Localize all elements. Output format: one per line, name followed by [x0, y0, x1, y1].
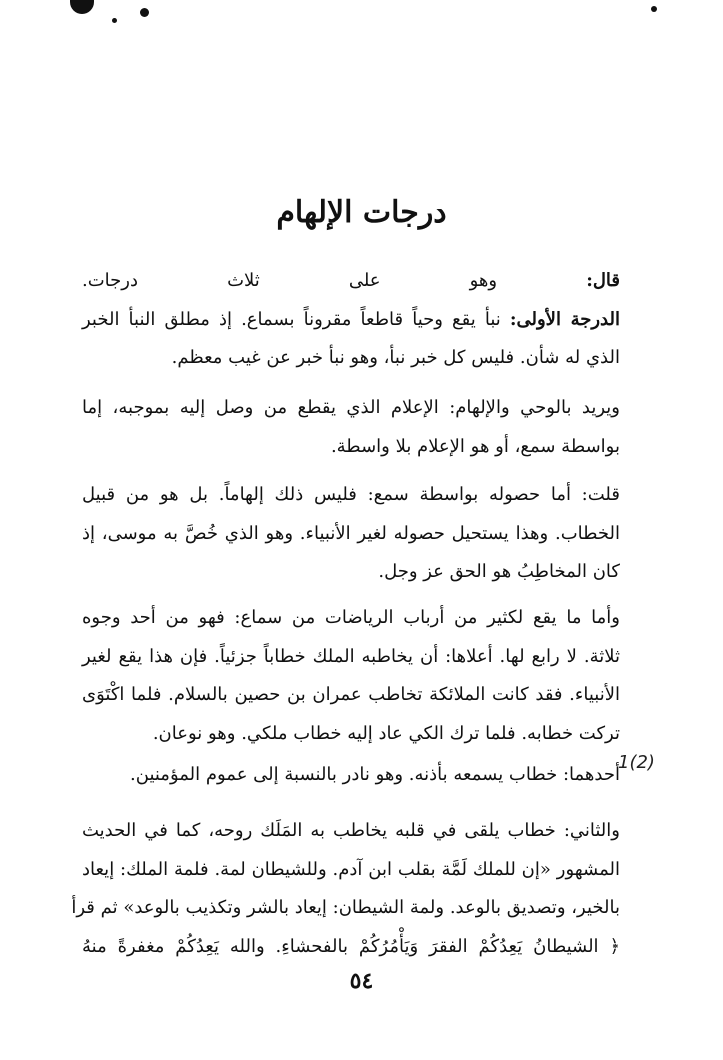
paragraph-intro	[82, 262, 620, 378]
text-line: الخطاب. وهذا يستحيل حصوله لغير الأنبياء. وهو الذي خُصَّ به موسى، إذ	[82, 522, 620, 544]
text-line: قلت: أما حصوله بواسطة سمع: فليس ذلك إلهاماً. بل هو من قبيل	[82, 484, 620, 505]
text-line: ثلاثة. لا رابع لها. أعلاها: أن يخاطبه الملك خطاباً جزئياً. فإن هذا يقع لغير	[82, 645, 620, 667]
ink-speck	[651, 6, 657, 12]
ink-blot	[70, 0, 94, 14]
page-number: ٥٤	[349, 968, 374, 994]
paragraph-three-aspects	[82, 599, 620, 753]
text-line: قال: وهو على ثلاث درجات.	[82, 270, 620, 291]
paragraph-first-type	[82, 756, 620, 795]
page-title: درجات الإلهام	[276, 195, 447, 230]
text-line: كان المخاطِبُ هو الحق عز وجل.	[378, 561, 620, 582]
text-line: الأنبياء. فقد كانت الملائكة تخاطب عمران بن حصين بالسلام. فلما اكْتَوَى	[82, 684, 620, 705]
paragraph-definition	[82, 389, 620, 466]
text-line: ﴿ الشيطانُ يَعِدُكُمْ الفقرَ وَيَأْمُرُكُمْ بالفحشاءِ. والله يَعِدُكُمْ مغفرةً منهُ	[82, 935, 620, 957]
paragraph-commentary	[82, 476, 620, 592]
text-line: تركت خطابه. فلما ترك الكي عاد إليه خطاب ملكي. وهو نوعان.	[152, 722, 620, 744]
handwritten-margin-note: 1(2)	[618, 752, 655, 773]
text-line: والثاني: خطاب يلقى في قلبه يخاطب به المَلَك روحه، كما في الحديث	[82, 820, 620, 841]
text-line: بالخير، وتصديق بالوعد. ولمة الشيطان: إيعاد بالشر وتكذيب بالوعد» ثم قرأ	[71, 897, 620, 918]
text-line: أحدهما: خطاب يسمعه بأذنه. وهو نادر بالنسبة إلى عموم المؤمنين.	[130, 764, 620, 785]
ink-speck	[112, 18, 117, 23]
text-line: الذي له شأن. فليس كل خبر نبأ، وهو نبأ خبر عن غيب معظم.	[171, 347, 620, 368]
text-line: المشهور «إن للملك لَمَّة بقلب ابن آدم. وللشيطان لمة. فلمة الملك: إيعاد	[82, 858, 620, 880]
text-line: وأما ما يقع لكثير من أرباب الرياضات من سماع: فهو من أحد وجوه	[82, 607, 620, 628]
ink-speck	[140, 8, 149, 17]
text-line: بواسطة سمع، أو هو الإعلام بلا واسطة.	[330, 435, 620, 457]
text-line: الدرجة الأولى: نبأ يقع وحياً قاطعاً مقروناً بسماع. إذ مطلق النبأ الخبر	[82, 308, 620, 330]
paragraph-second-type	[71, 812, 620, 966]
text-line: ويريد بالوحي والإلهام: الإعلام الذي يقطع من وصل إليه بموجبه، إما	[82, 397, 620, 418]
